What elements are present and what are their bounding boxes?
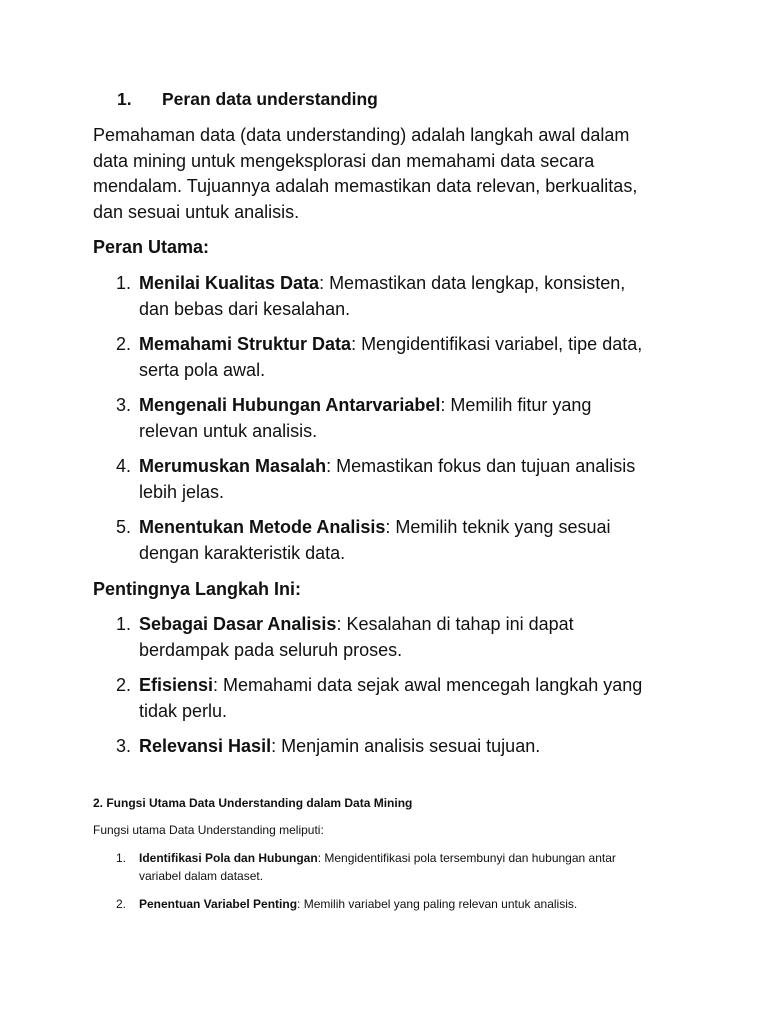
list-item-term: Menilai Kualitas Data [139, 273, 320, 293]
list-item-term: Merumuskan Masalah [139, 456, 327, 476]
list-item-term: Sebagai Dasar Analisis [139, 614, 337, 634]
section-1-number: 1. [117, 89, 132, 109]
list-item-continuation: tidak perlu. [139, 700, 228, 721]
list-item-description: : Memilih variabel yang paling relevan untuk analisis. [297, 897, 578, 911]
list-item [93, 612, 693, 663]
list-item-description: : Menjamin analisis sesuai tujuan. [271, 736, 541, 756]
list-number: 3. [116, 736, 132, 756]
list-item-continuation: berdampak pada seluruh proses. [139, 639, 403, 660]
list-item-term: Mengenali Hubungan Antarvariabel [139, 395, 441, 415]
list-number: 2. [116, 334, 132, 354]
list-item [93, 271, 693, 322]
list-number: 1. [116, 851, 127, 865]
list-item-description: : Memahami data sejak awal mencegah langkah yang [213, 675, 643, 695]
list-item [93, 515, 693, 566]
section-2-heading: 2. Fungsi Utama Data Understanding dalam Data Mining [93, 796, 413, 810]
list-number: 2. [116, 897, 127, 911]
list-item-continuation: serta pola awal. [139, 359, 266, 380]
list-item [93, 734, 693, 760]
list-number: 2. [116, 675, 132, 695]
list-item-term: Efisiensi [139, 675, 214, 695]
list-item [93, 393, 693, 444]
list-item [93, 332, 693, 383]
section-1-intro-paragraph [93, 123, 683, 225]
list-item-term: Memahami Struktur Data [139, 334, 352, 354]
intro-line: dan sesuai untuk analisis. [93, 201, 300, 222]
list-number: 1. [116, 273, 132, 293]
list-item [93, 454, 693, 505]
list-item [93, 896, 693, 914]
list-number: 3. [116, 395, 132, 415]
list-item-continuation: dengan karakteristik data. [139, 542, 346, 563]
list-number: 5. [116, 517, 132, 537]
peran-utama-heading: Peran Utama: [93, 237, 210, 257]
intro-line: mendalam. Tujuannya adalah memastikan data relevan, berkualitas, [93, 176, 638, 196]
list-item-term: Identifikasi Pola dan Hubungan [139, 851, 318, 865]
list-item-description: : Kesalahan di tahap ini dapat [336, 614, 574, 634]
pentingnya-heading: Pentingnya Langkah Ini: [93, 579, 302, 599]
list-number: 1. [116, 614, 132, 634]
list-item-description: : Memilih fitur yang [440, 395, 592, 415]
list-item [93, 850, 693, 885]
section-1-heading [117, 87, 378, 111]
intro-line: Pemahaman data (data understanding) adalah langkah awal dalam [93, 125, 630, 145]
intro-line: data mining untuk mengeksplorasi dan memahami data secara [93, 150, 595, 171]
list-item-continuation: relevan untuk analisis. [139, 420, 318, 441]
list-item-description: : Memilih teknik yang sesuai [385, 517, 611, 537]
list-item-description: : Memastikan fokus dan tujuan analisis [326, 456, 636, 476]
list-item-description: : Memastikan data lengkap, konsisten, [319, 273, 626, 293]
list-item [93, 673, 693, 724]
list-number: 4. [116, 456, 132, 476]
list-item-description: : Mengidentifikasi variabel, tipe data, [351, 334, 643, 354]
list-item-term: Penentuan Variabel Penting [139, 897, 298, 911]
list-item-continuation: lebih jelas. [139, 481, 225, 502]
list-item-description: : Mengidentifikasi pola tersembunyi dan hubungan antar [317, 851, 616, 865]
list-item-term: Menentukan Metode Analisis [139, 517, 386, 537]
section-1-title: Peran data understanding [162, 89, 378, 109]
section-2-intro: Fungsi utama Data Understanding meliputi: [93, 823, 324, 837]
list-item-term: Relevansi Hasil [139, 736, 272, 756]
list-item-continuation: variabel dalam dataset. [139, 868, 264, 883]
list-item-continuation: dan bebas dari kesalahan. [139, 298, 351, 319]
